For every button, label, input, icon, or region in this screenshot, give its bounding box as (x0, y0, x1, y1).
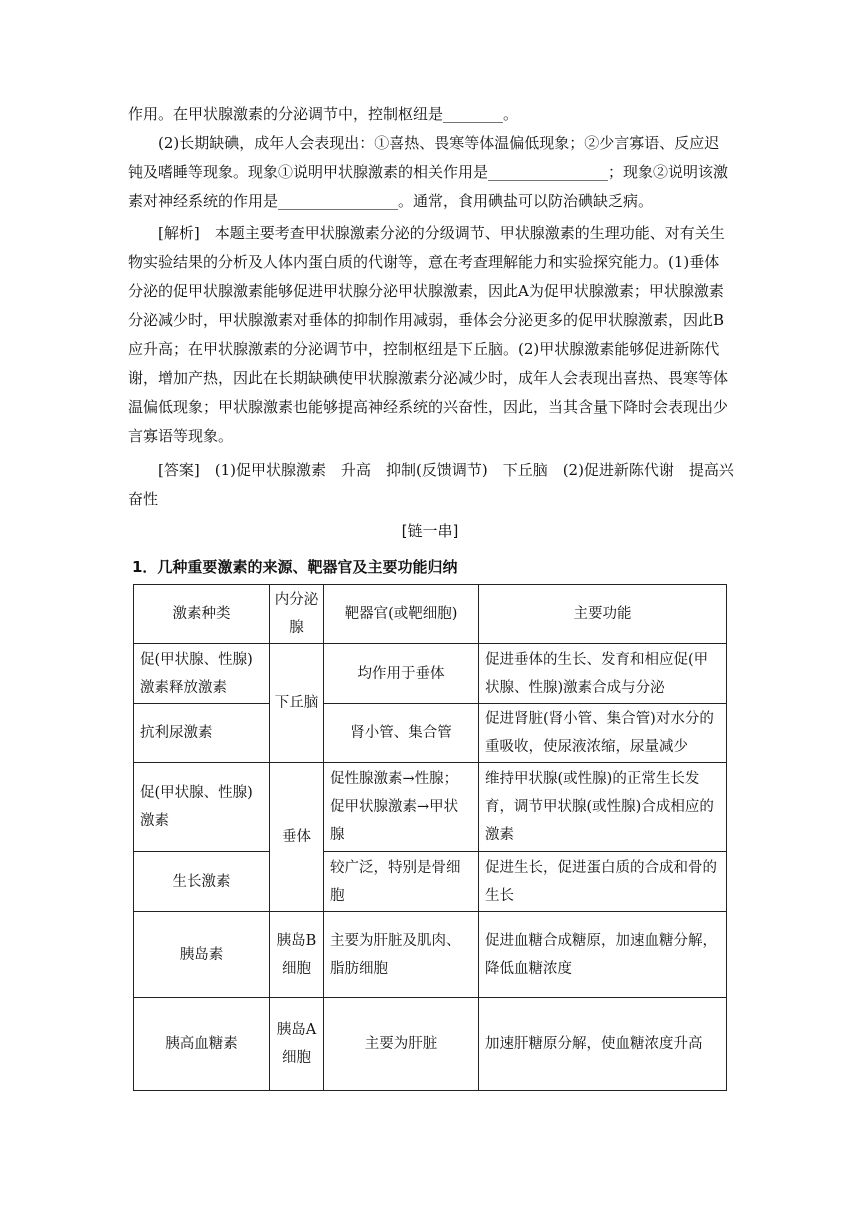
cell-hormone: 胰岛素 (134, 912, 270, 998)
cell-target: 较广泛，特别是骨细胞 (324, 852, 479, 912)
cell-gland-pituitary: 垂体 (270, 763, 324, 912)
answer-text: (1)促甲状腺激素 升高 抑制(反馈调节) 下丘脑 (2)促进新陈代谢 提高兴奋性 (128, 461, 734, 508)
table-row (134, 704, 727, 763)
table-row (134, 763, 727, 852)
cell-function: 加速肝糖原分解，使血糖浓度升高 (479, 998, 727, 1091)
cell-function: 促进肾脏(肾小管、集合管)对水分的重吸收，使尿液浓缩，尿量减少 (479, 704, 727, 763)
cell-target: 肾小管、集合管 (324, 704, 479, 763)
header-gland: 内分泌腺 (270, 585, 324, 644)
section-heading: 1．几种重要激素的来源、靶器官及主要功能归纳 (132, 558, 458, 576)
cell-gland: 胰岛A细胞 (270, 998, 324, 1091)
paragraph-continuation: 作用。在甲状腺激素的分泌调节中，控制枢纽是________。 (128, 105, 519, 123)
cell-function: 促进垂体的生长、发育和相应促(甲状腺、性腺)激素合成与分泌 (479, 644, 727, 704)
cell-target: 均作用于垂体 (324, 644, 479, 704)
hormone-table (133, 584, 727, 1091)
header-hormone: 激素种类 (134, 585, 270, 644)
table-row (134, 912, 727, 998)
cell-gland: 胰岛B细胞 (270, 912, 324, 998)
cell-hormone: 生长激素 (134, 852, 270, 912)
table-row (134, 852, 727, 912)
table-row (134, 644, 727, 704)
cell-hormone: 胰高血糖素 (134, 998, 270, 1091)
cell-target: 主要为肝脏 (324, 998, 479, 1091)
header-function: 主要功能 (479, 585, 727, 644)
analysis-text: 本题主要考查甲状腺激素分泌的分级调节、甲状腺激素的生理功能、对有关生物实验结果的分析及人体内蛋白质的代谢等，意在考查理解能力和实验探究能力。(1)垂体分泌的促甲状腺激素能够促进甲状腺分泌甲状腺激素，因此A为促甲状腺激素；甲状腺激素分泌减少时，甲状腺激素对垂体的抑制作用减弱，垂体会分泌更多的促甲状腺激素，因此B应升高；在甲状腺激素的分泌调节中，控制枢纽是下丘脑。(2)甲状腺激素能够促进新陈代谢，增加产热，因此在长期缺碘使甲状腺激素分泌减少时，成年人会表现出喜热、畏寒等体温偏低现象；甲状腺激素也能够提高神经系统的兴奋性，因此，当其含量下降时会表现出少言寡语等现象。 (128, 224, 729, 445)
cell-gland-hypothalamus: 下丘脑 (270, 644, 324, 763)
cell-hormone: 促(甲状腺、性腺)激素 (134, 763, 270, 852)
answer-label: [答案] (158, 461, 200, 479)
cell-function: 促进生长，促进蛋白质的合成和骨的生长 (479, 852, 727, 912)
cell-hormone: 促(甲状腺、性腺)激素释放激素 (134, 644, 270, 704)
cell-function: 维持甲状腺(或性腺)的正常生长发育，调节甲状腺(或性腺)合成相应的激素 (479, 763, 727, 852)
question-part-2: (2)长期缺碘，成年人会表现出：①喜热、畏寒等体温偏低现象；②少言寡语、反应迟钝及嗜睡等现象。现象①说明甲状腺激素的相关作用是________________；现象②说明该激素对神经系统的作用是________________。通常，食用碘盐可以防治碘缺乏病。 (128, 134, 729, 210)
header-target: 靶器官(或靶细胞) (324, 585, 479, 644)
cell-function: 促进血糖合成糖原，加速血糖分解，降低血糖浓度 (479, 912, 727, 998)
answer-paragraph (128, 456, 734, 514)
section-title: [链一串] (401, 522, 459, 540)
table-header-row (134, 585, 727, 644)
cell-target: 主要为肝脏及肌肉、脂肪细胞 (324, 912, 479, 998)
analysis-label: [解析] (158, 224, 200, 242)
table-row (134, 998, 727, 1091)
cell-target: 促性腺激素→性腺；促甲状腺激素→甲状腺 (324, 763, 479, 852)
cell-hormone: 抗利尿激素 (134, 704, 270, 763)
analysis-paragraph (128, 219, 734, 451)
